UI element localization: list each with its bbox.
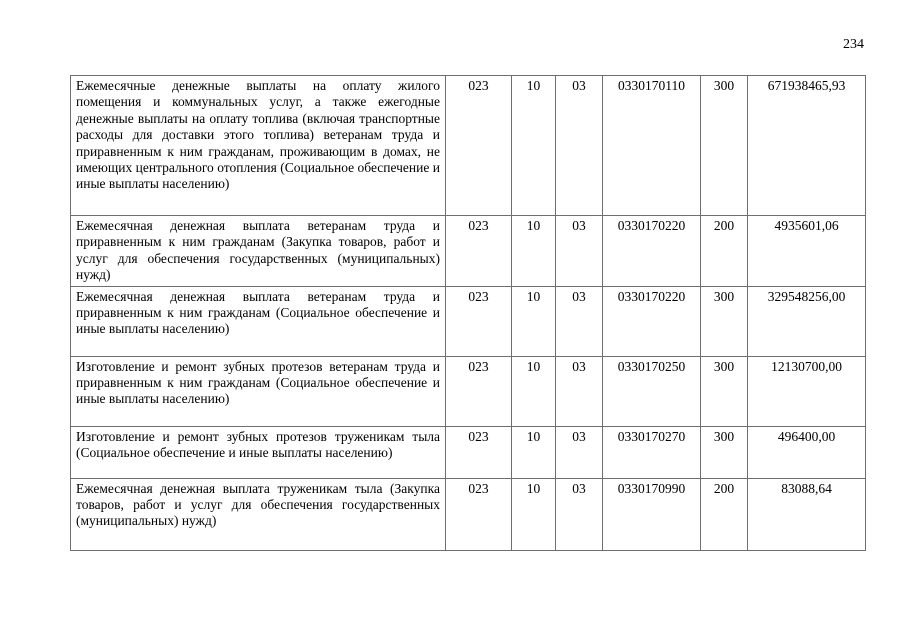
row-target-article-code: 0330170270 [603, 426, 701, 478]
budget-table [70, 75, 866, 551]
row-department-code: 023 [446, 478, 512, 550]
row-amount: 329548256,00 [748, 286, 866, 356]
row-target-article-code: 0330170110 [603, 76, 701, 216]
table-row [71, 286, 866, 356]
row-department-code: 023 [446, 356, 512, 426]
row-description: Ежемесячная денежная выплата труженикам тыла (Закупка товаров, работ и услуг для обеспечения государственных (муниципальных) нужд) [71, 478, 446, 550]
row-target-article-code: 0330170990 [603, 478, 701, 550]
row-expense-type-code: 300 [701, 356, 748, 426]
row-expense-type-code: 200 [701, 216, 748, 287]
row-expense-type-code: 300 [701, 76, 748, 216]
row-section-code: 10 [512, 356, 556, 426]
table-row [71, 216, 866, 287]
row-expense-type-code: 300 [701, 426, 748, 478]
table-row [71, 76, 866, 216]
row-department-code: 023 [446, 76, 512, 216]
row-section-code: 10 [512, 216, 556, 287]
row-subsection-code: 03 [556, 286, 603, 356]
row-subsection-code: 03 [556, 478, 603, 550]
row-section-code: 10 [512, 286, 556, 356]
row-description: Изготовление и ремонт зубных протезов труженикам тыла (Социальное обеспечение и иные выплаты населению) [71, 426, 446, 478]
row-subsection-code: 03 [556, 356, 603, 426]
row-section-code: 10 [512, 426, 556, 478]
row-target-article-code: 0330170250 [603, 356, 701, 426]
row-amount: 4935601,06 [748, 216, 866, 287]
row-amount: 83088,64 [748, 478, 866, 550]
row-target-article-code: 0330170220 [603, 286, 701, 356]
row-description: Ежемесячная денежная выплата ветеранам труда и приравненным к ним гражданам (Закупка товаров, работ и услуг для обеспечения государственных (муниципальных) нужд) [71, 216, 446, 287]
row-amount: 496400,00 [748, 426, 866, 478]
table-row [71, 478, 866, 550]
row-description: Изготовление и ремонт зубных протезов ветеранам труда и приравненным к ним гражданам (Социальное обеспечение и иные выплаты населению) [71, 356, 446, 426]
row-amount: 12130700,00 [748, 356, 866, 426]
row-subsection-code: 03 [556, 216, 603, 287]
row-section-code: 10 [512, 76, 556, 216]
row-target-article-code: 0330170220 [603, 216, 701, 287]
row-department-code: 023 [446, 426, 512, 478]
row-section-code: 10 [512, 478, 556, 550]
row-expense-type-code: 200 [701, 478, 748, 550]
row-description: Ежемесячные денежные выплаты на оплату жилого помещения и коммунальных услуг, а также ежегодные денежные выплаты на оплату топлива (включая транспортные расходы для доставки этого топлива) ветеранам труда и приравненным к ним гражданам, проживающим в домах, не имеющих центрального отопления (Социальное обеспечение и иные выплаты населению) [71, 76, 446, 216]
table-row [71, 426, 866, 478]
row-description: Ежемесячная денежная выплата ветеранам труда и приравненным к ним гражданам (Социальное обеспечение и иные выплаты населению) [71, 286, 446, 356]
page-number: 234 [843, 37, 864, 52]
row-department-code: 023 [446, 286, 512, 356]
table-row [71, 356, 866, 426]
row-amount: 671938465,93 [748, 76, 866, 216]
row-expense-type-code: 300 [701, 286, 748, 356]
row-subsection-code: 03 [556, 426, 603, 478]
row-subsection-code: 03 [556, 76, 603, 216]
row-department-code: 023 [446, 216, 512, 287]
